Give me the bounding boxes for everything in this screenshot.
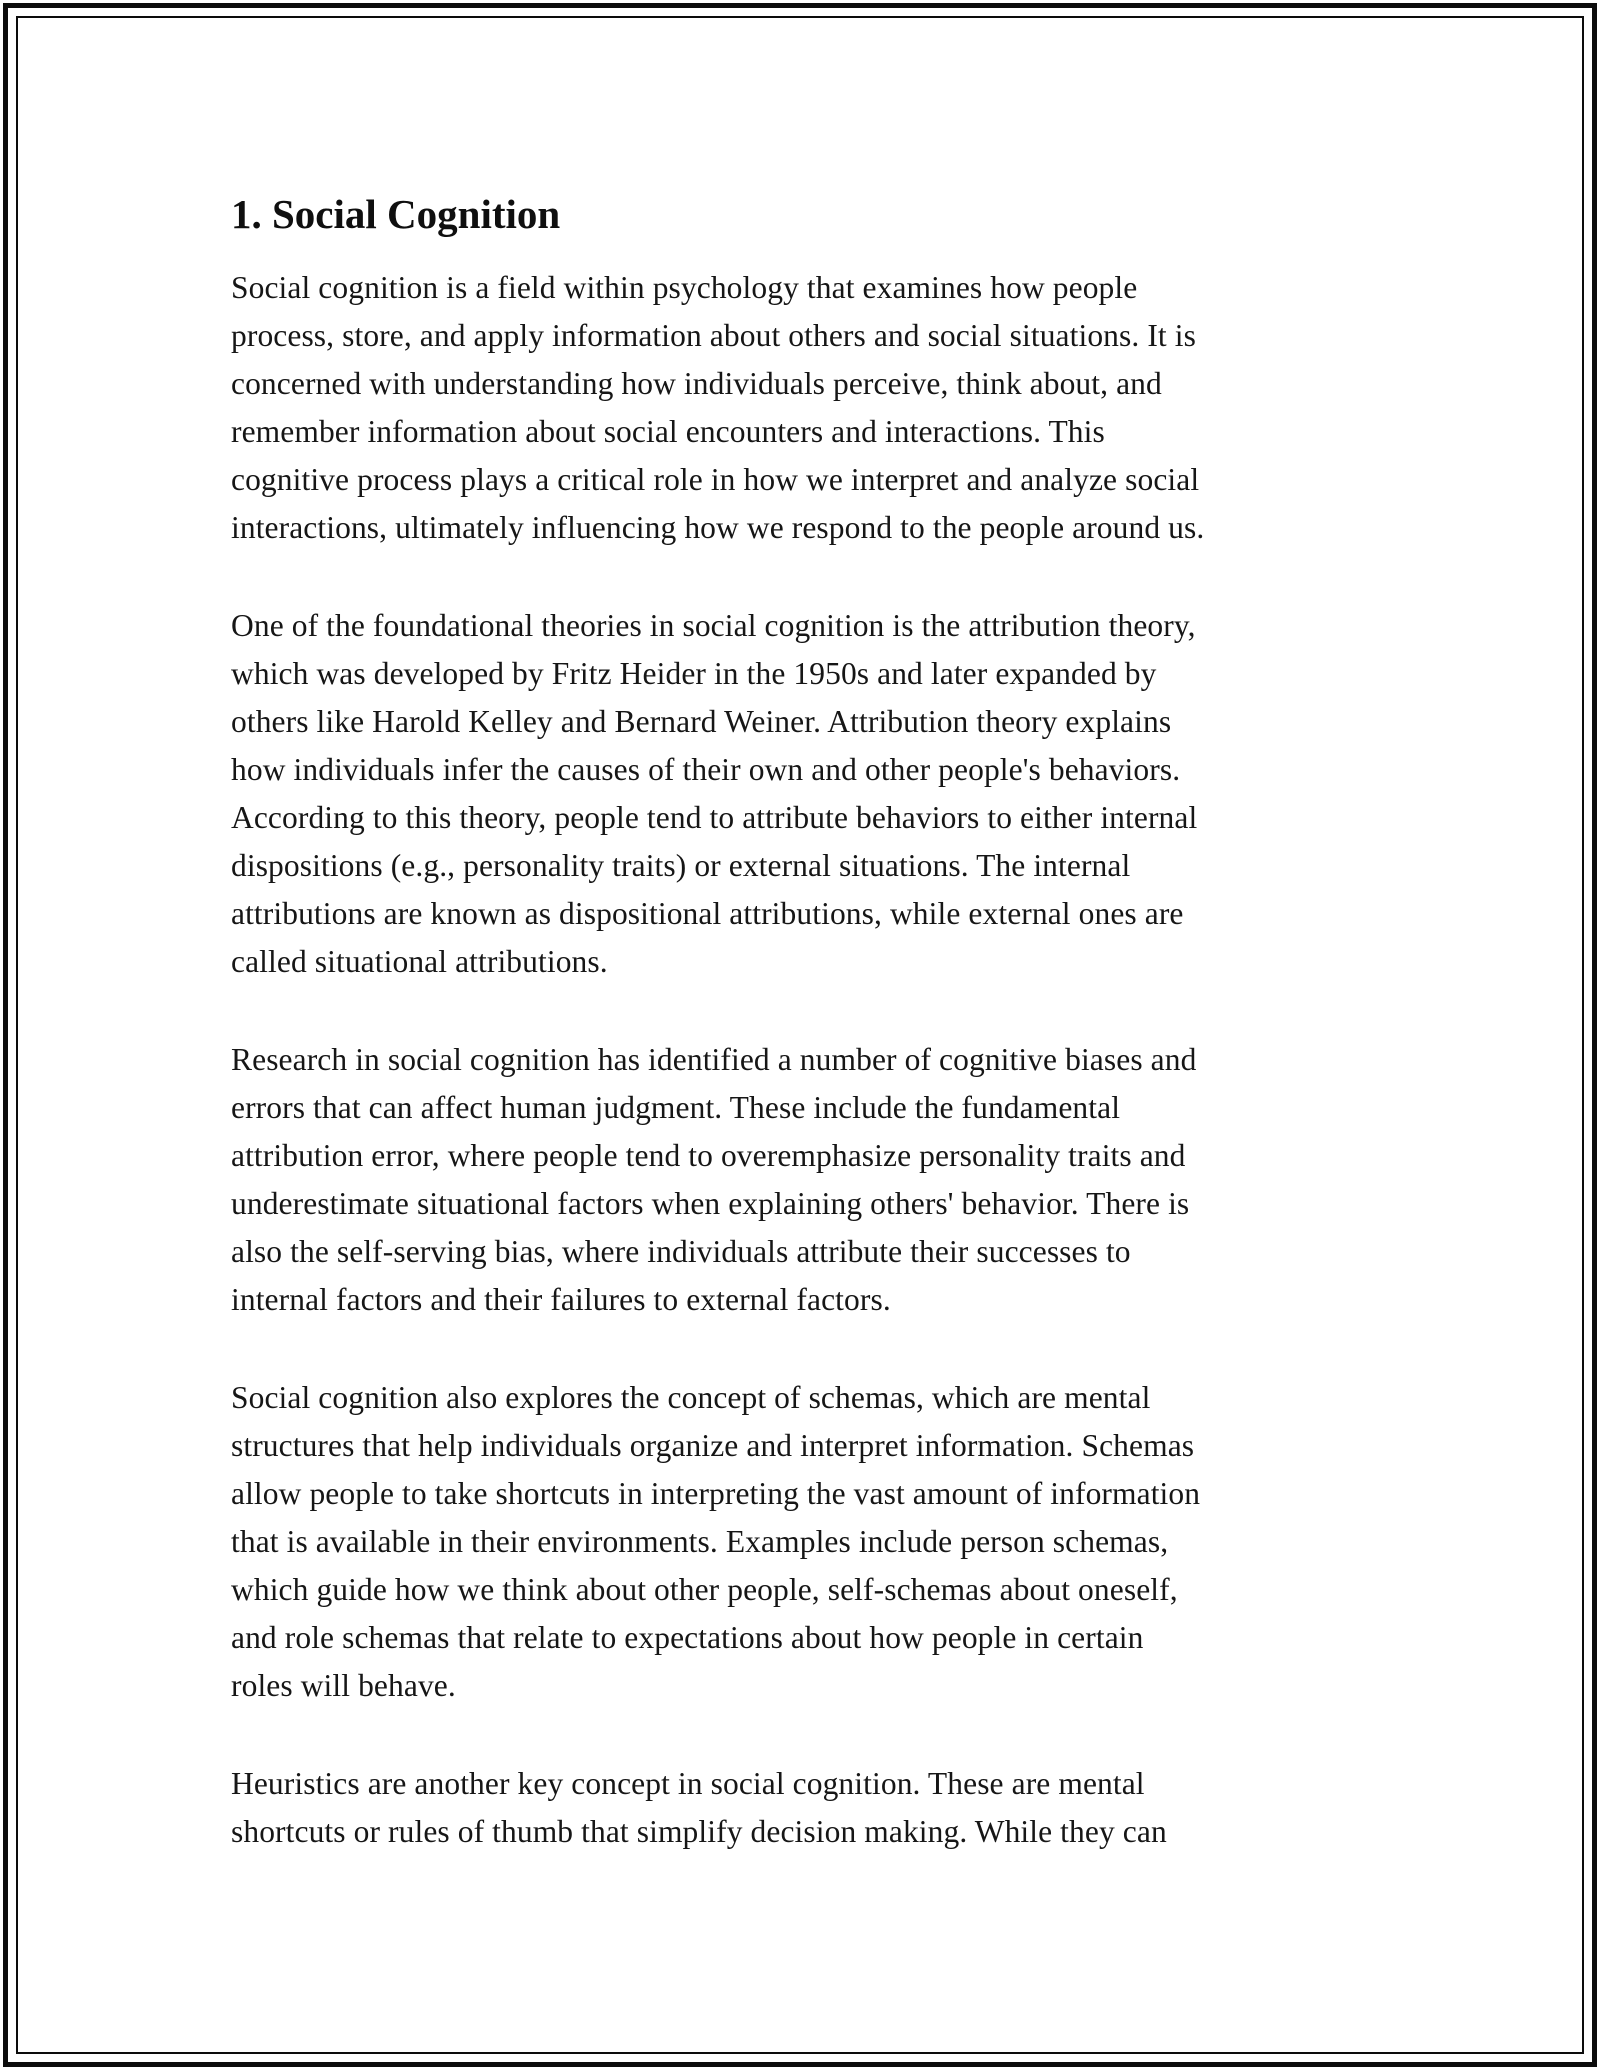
text-line: errors that can affect human judgment. These include the fundamental bbox=[231, 1090, 1121, 1125]
text-line: others like Harold Kelley and Bernard Weiner. Attribution theory explains bbox=[231, 704, 1172, 739]
text-line: attributions are known as dispositional attributions, while external ones are bbox=[231, 896, 1184, 931]
text-line: process, store, and apply information about others and social situations. It is bbox=[231, 318, 1196, 353]
paragraph-1 bbox=[231, 264, 1381, 552]
document-content bbox=[231, 188, 1381, 1906]
text-line: allow people to take shortcuts in interpreting the vast amount of information bbox=[231, 1476, 1201, 1511]
paragraph-4 bbox=[231, 1374, 1381, 1710]
text-line: internal factors and their failures to external factors. bbox=[231, 1282, 891, 1317]
text-line: cognitive process plays a critical role in how we interpret and analyze social bbox=[231, 462, 1200, 497]
text-line: Research in social cognition has identified a number of cognitive biases and bbox=[231, 1042, 1197, 1077]
section-heading: 1. Social Cognition bbox=[231, 191, 561, 237]
text-line: remember information about social encounters and interactions. This bbox=[231, 414, 1105, 449]
text-line: called situational attributions. bbox=[231, 944, 608, 979]
text-line: and role schemas that relate to expectations about how people in certain bbox=[231, 1620, 1144, 1655]
text-line: Heuristics are another key concept in social cognition. These are mental bbox=[231, 1766, 1145, 1801]
paragraph-2 bbox=[231, 602, 1381, 986]
text-line: shortcuts or rules of thumb that simplify decision making. While they can bbox=[231, 1814, 1167, 1849]
text-line: interactions, ultimately influencing how we respond to the people around us. bbox=[231, 510, 1205, 545]
text-line: which guide how we think about other people, self-schemas about oneself, bbox=[231, 1572, 1178, 1607]
text-line: attribution error, where people tend to overemphasize personality traits and bbox=[231, 1138, 1186, 1173]
text-line: structures that help individuals organize and interpret information. Schemas bbox=[231, 1428, 1195, 1463]
text-line: dispositions (e.g., personality traits) or external situations. The internal bbox=[231, 848, 1131, 883]
paragraph-3 bbox=[231, 1036, 1381, 1324]
text-line: Social cognition is a field within psychology that examines how people bbox=[231, 270, 1138, 305]
text-line: also the self-serving bias, where individuals attribute their successes to bbox=[231, 1234, 1131, 1269]
text-line: One of the foundational theories in social cognition is the attribution theory, bbox=[231, 608, 1196, 643]
text-line: which was developed by Fritz Heider in the 1950s and later expanded by bbox=[231, 656, 1157, 691]
text-line: concerned with understanding how individuals perceive, think about, and bbox=[231, 366, 1162, 401]
text-line: Social cognition also explores the concept of schemas, which are mental bbox=[231, 1380, 1151, 1415]
text-line: According to this theory, people tend to attribute behaviors to either internal bbox=[231, 800, 1198, 835]
text-line: how individuals infer the causes of their own and other people's behaviors. bbox=[231, 752, 1181, 787]
text-line: that is available in their environments. Examples include person schemas, bbox=[231, 1524, 1169, 1559]
text-line: underestimate situational factors when explaining others' behavior. There is bbox=[231, 1186, 1190, 1221]
text-line: roles will behave. bbox=[231, 1668, 456, 1703]
paragraph-5 bbox=[231, 1760, 1381, 1856]
